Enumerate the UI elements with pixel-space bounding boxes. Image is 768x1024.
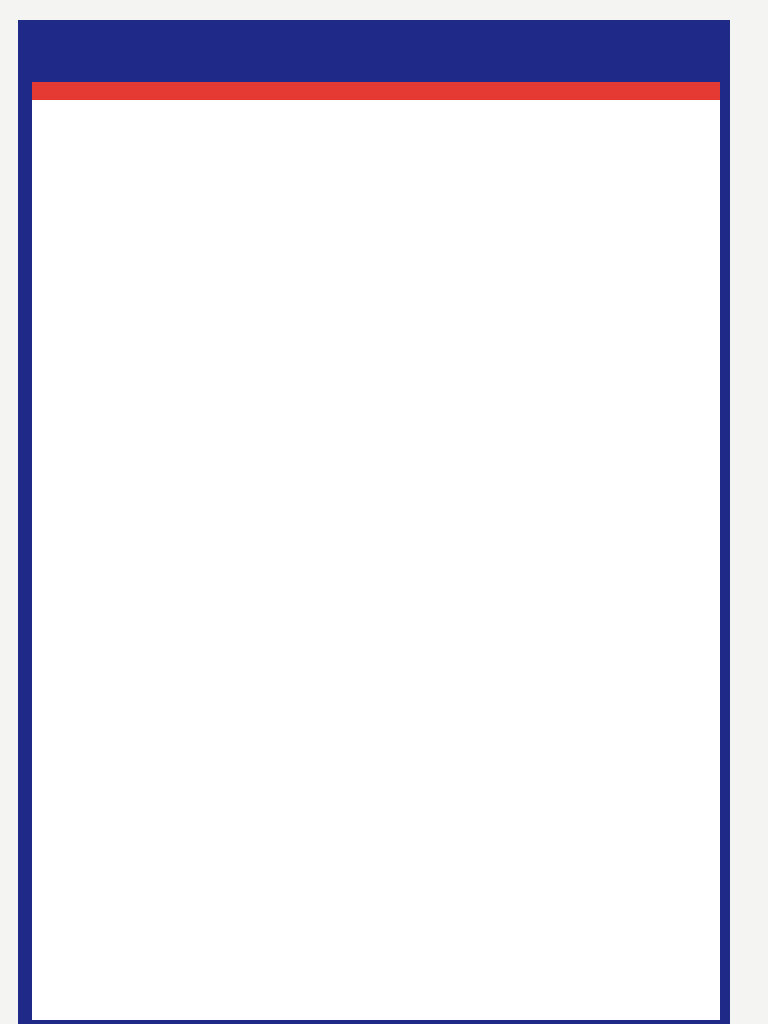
header-vaccines bbox=[360, 82, 720, 100]
schedule-table bbox=[32, 100, 720, 1020]
header-sl-no bbox=[32, 82, 148, 100]
table-header bbox=[32, 82, 720, 100]
header-age bbox=[148, 82, 360, 100]
schedule-poster bbox=[18, 20, 730, 1024]
